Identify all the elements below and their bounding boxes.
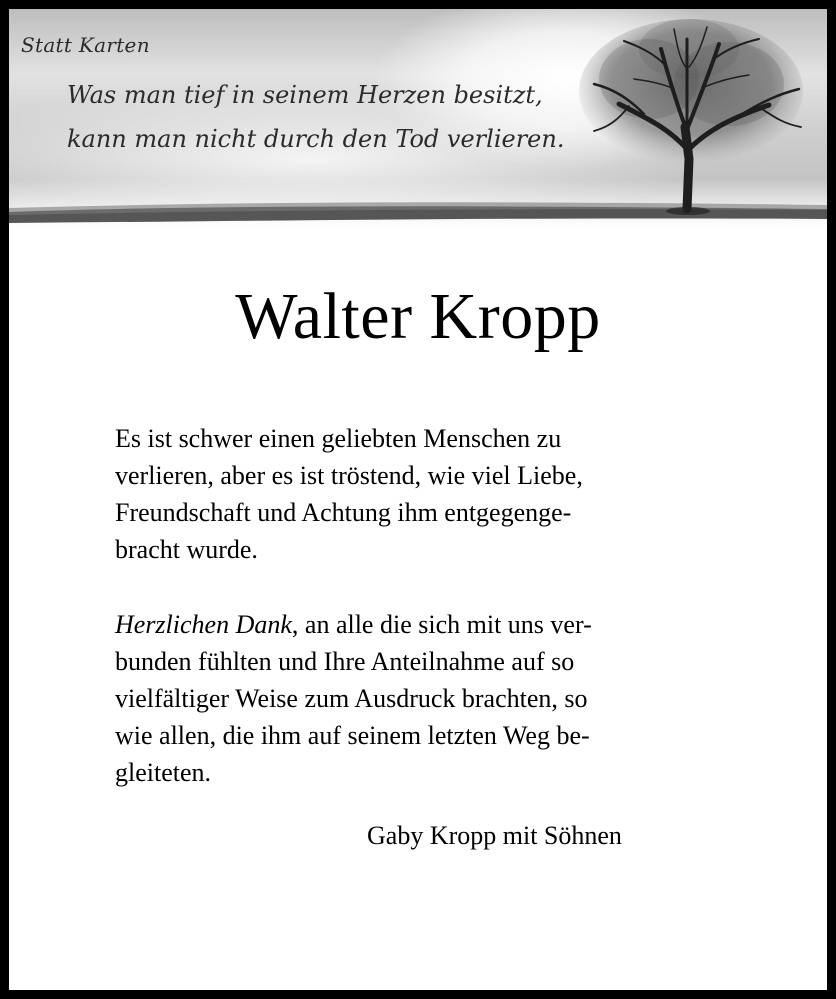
deceased-name: Walter Kropp [235, 280, 601, 353]
banner-header-text: Statt Karten [21, 33, 150, 57]
signature: Gaby Kropp mit Söhnen [367, 821, 622, 850]
quote-line-2: kann man nicht durch den Tod verlieren. [67, 125, 565, 153]
thanks-line-rest: , an alle die sich mit uns ver- [291, 610, 592, 639]
tree-illustration [569, 9, 819, 227]
paragraph1-line: Es ist schwer einen geliebten Menschen zu [115, 424, 562, 453]
paragraph2-line: bunden fühlten und Ihre Anteilnahme auf so [115, 647, 575, 676]
quote-line-1: Was man tief in seinem Herzen besitzt, [67, 81, 543, 109]
paragraph-thanks [115, 606, 715, 791]
paragraph2-line: wie allen, die ihm auf seinem letzten Weg be- [115, 721, 590, 750]
paragraph2-line: gleiteten. [115, 758, 212, 787]
paragraph1-line: Freundschaft und Achtung ihm entgegenge- [115, 498, 572, 527]
paragraph1-line: bracht wurde. [115, 535, 258, 564]
paragraph2-first-line [115, 606, 715, 643]
paragraph2-line: vielfältiger Weise zum Ausdruck brachten, so [115, 684, 588, 713]
header-banner [9, 9, 827, 227]
paragraph1-line: verlieren, aber es ist tröstend, wie viel Liebe, [115, 461, 583, 490]
paragraph-condolence [115, 420, 715, 568]
thanks-emphasis: Herzlichen Dank [115, 610, 292, 639]
